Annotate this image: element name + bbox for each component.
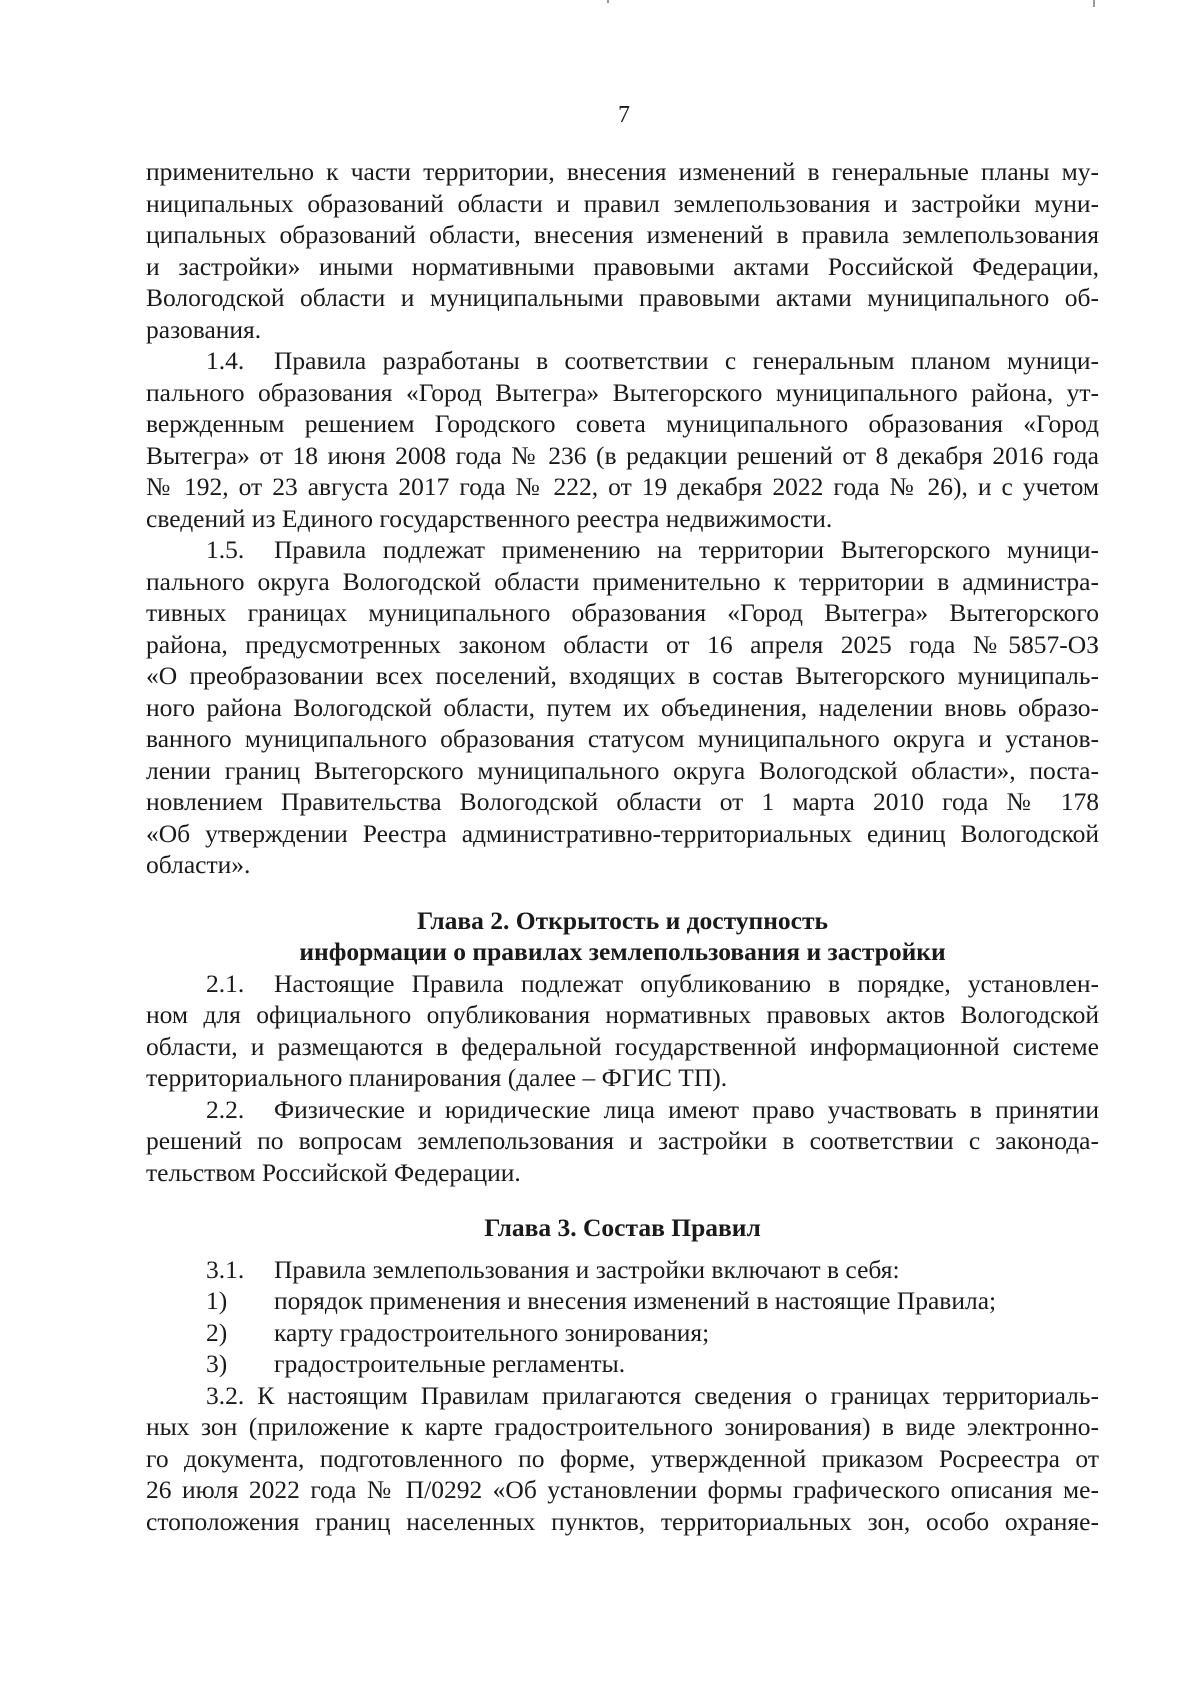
text-line: ного района Вологодской области, путем их объединения, наделении вновь образо- [146, 692, 1099, 722]
text-line [146, 1094, 1099, 1126]
scan-speck-top-right [1093, 0, 1095, 7]
chapter-2-heading [146, 905, 1099, 968]
clause-text: Правила землепользования и застройки включают в себя: [274, 1254, 900, 1284]
list-item [146, 1348, 1099, 1380]
text-line: и застройки» иными нормативными правовыми актами Российской Федерации, [146, 251, 1099, 281]
clause-number: 1.5. [206, 535, 245, 564]
text-line: вержденным решением Городского совета муниципального образования «Город [146, 409, 1099, 438]
text-line: «О преобразовании всех поселений, входящих в состав Вытегорского муниципаль- [146, 661, 1099, 690]
text-line: пального округа Вологодской области применительно к территории в администра- [146, 566, 1099, 596]
text-line: новлением Правительства Вологодской области от 1 марта 2010 года № 178 [146, 787, 1099, 816]
scan-speck-top-middle [607, 0, 609, 3]
chapter-title-line: Глава 2. Открытость и доступность [416, 905, 829, 935]
text-line: Вытегра» от 18 июня 2008 года № 236 (в редакции решений от 8 декабря 2016 года [146, 440, 1099, 470]
clause-text: Физические и юридические лица имеют право участвовать в принятии [274, 1094, 1099, 1124]
page-number: 7 [618, 102, 630, 128]
clause-number: 2.1. [206, 968, 245, 998]
text-line: разования. [146, 314, 262, 344]
text-line [146, 968, 1099, 1000]
text-line: ципальных образований области, внесения изменений в правила землепользования [146, 220, 1099, 249]
chapter-title-line: информации о правилах землепользования и застройки [299, 937, 946, 966]
text-line: тивных границах муниципального образования «Город Вытегра» Вытегорского [146, 598, 1099, 627]
text-line: ниципальных образований области и правил землепользования и застройки муни- [146, 188, 1099, 218]
paragraph-1-3-continuation [146, 156, 1099, 345]
paragraph-1-4 [146, 345, 1099, 534]
spacer [146, 1188, 1099, 1212]
list-item-number: 3) [206, 1349, 228, 1378]
list-item-number: 1) [206, 1286, 228, 1315]
paragraph-1-5 [146, 534, 1099, 881]
text-line: области, и размещаются в федеральной государственной информационной системе [146, 1031, 1099, 1061]
list-item [146, 1317, 1099, 1349]
list-item [146, 1285, 1099, 1317]
text-line: применительно к части территории, внесения изменений в генеральные планы му- [146, 157, 1099, 186]
paragraph-2-1 [146, 968, 1099, 1094]
spacer [146, 1244, 1099, 1254]
text-line: территориального планирования (далее – ФГИС ТП). [146, 1063, 728, 1092]
clause-text: Правила разработаны в соответствии с генеральным планом муници- [274, 346, 1099, 375]
text-line [146, 345, 1099, 377]
paragraph-2-2 [146, 1094, 1099, 1189]
clause-text: Настоящие Правила подлежат опубликованию в порядке, установлен- [274, 968, 1099, 998]
text-line: 26 июля 2022 года № П/0292 «Об установлении формы графического описания ме- [146, 1475, 1099, 1504]
paragraph-3-2 [146, 1380, 1099, 1538]
text-line: сведений из Единого государственного реестра недвижимости. [146, 503, 833, 533]
clause-text: Правила подлежат применению на территории Вытегорского муници- [274, 535, 1099, 564]
list-item-number: 2) [206, 1317, 228, 1347]
text-line: ных зон (приложение к карте градостроительного зонирования) в виде электронно- [146, 1412, 1099, 1441]
text-line: тельством Российской Федерации. [146, 1157, 521, 1187]
document-body [146, 156, 1099, 1537]
text-line: № 192, от 23 августа 2017 года № 222, от 19 декабря 2022 года № 26), и с учетом [146, 472, 1099, 501]
text-line: решений по вопросам землепользования и застройки в соответствии с законода- [146, 1126, 1099, 1155]
text-line [146, 534, 1099, 566]
spacer [146, 881, 1099, 905]
text-line: области». [146, 850, 251, 879]
text-line [146, 1254, 1099, 1286]
text-line: го документа, подготовленного по форме, утвержденной приказом Росреестра от [146, 1443, 1099, 1473]
text-line: Вологодской области и муниципальными правовыми актами муниципального об- [146, 283, 1099, 312]
text-line: лении границ Вытегорского муниципального округа Вологодской области», поста- [146, 755, 1099, 785]
text-line: ном для официального опубликования нормативных правовых актов Вологодской [146, 1000, 1099, 1029]
text-line: «Об утверждении Реестра административно-территориальных единиц Вологодской [146, 818, 1099, 848]
text-line: ванного муниципального образования статусом муниципального округа и установ- [146, 724, 1099, 753]
chapter-3-heading [146, 1212, 1099, 1244]
chapter-title-line: Глава 3. Состав Правил [484, 1213, 761, 1242]
list-item-text: порядок применения и внесения изменений в настоящие Правила; [274, 1286, 997, 1315]
clause-number: 2.2. [206, 1094, 245, 1124]
text-line: пального образования «Город Вытегра» Вытегорского муниципального района, ут- [146, 377, 1099, 407]
list-item-text: карту градостроительного зонирования; [274, 1317, 710, 1347]
list-item-text: градостроительные регламенты. [274, 1349, 626, 1378]
text-line: района, предусмотренных законом области от 16 апреля 2025 года №5857-ОЗ [146, 629, 1099, 659]
clause-number: 3.1. [206, 1254, 245, 1284]
clause-number: 1.4. [206, 346, 245, 375]
paragraph-3-1 [146, 1254, 1099, 1380]
text-line: 3.2. К настоящим Правилам прилагаются сведения о границах территориаль- [206, 1380, 1099, 1410]
text-line: стоположения границ населенных пунктов, территориальных зон, особо охраняе- [146, 1506, 1099, 1536]
